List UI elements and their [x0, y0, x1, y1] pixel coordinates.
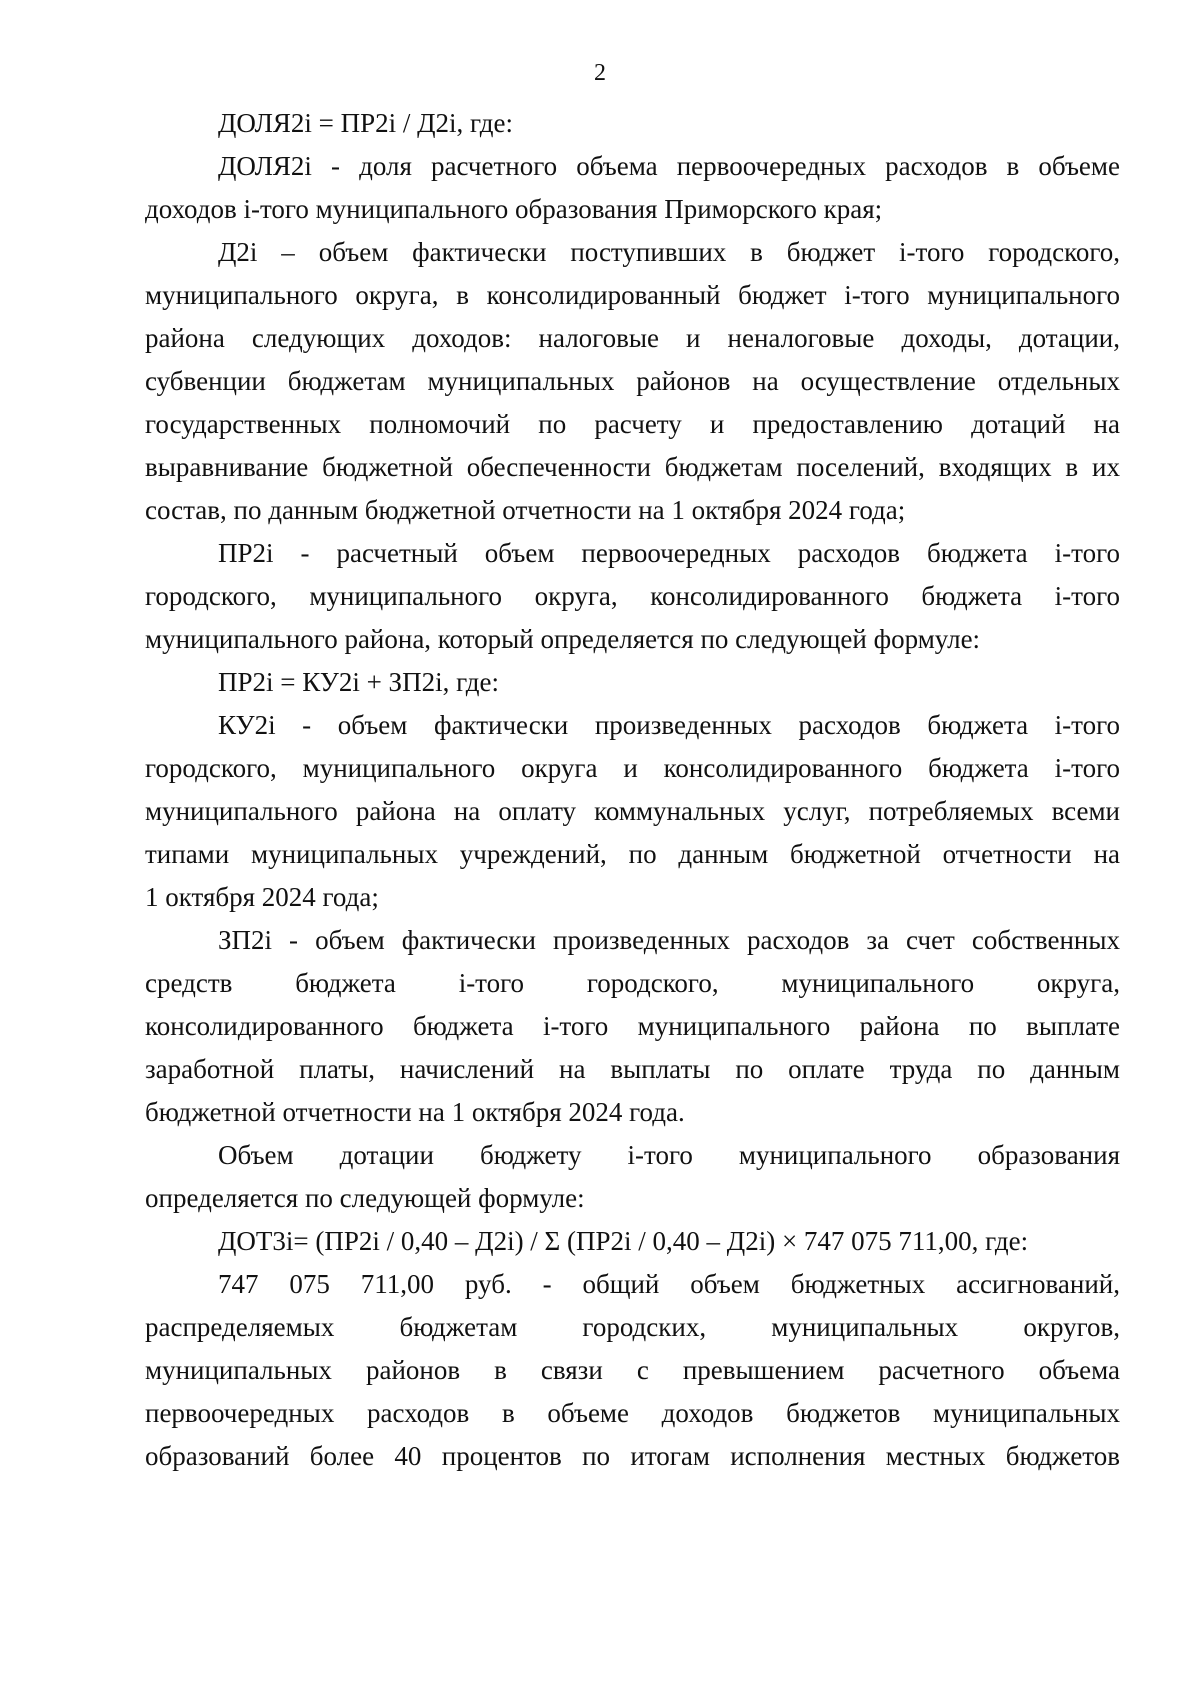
- text-line: муниципального района на оплату коммунальных услуг, потребляемых всеми: [145, 796, 1120, 826]
- text-line: образований более 40 процентов по итогам исполнения местных бюджетов: [145, 1441, 1120, 1471]
- text-line: муниципального района, который определяется по следующей формуле:: [145, 624, 981, 654]
- formula-pr2: ПР2i = КУ2i + ЗП2i, где:: [218, 667, 500, 697]
- text-line: городского, муниципального округа и консолидированного бюджета i-того: [145, 753, 1120, 783]
- text-line: ДОЛЯ2i - доля расчетного объема первоочередных расходов в объеме: [218, 151, 1120, 181]
- text-line: средств бюджета i-того городского, муниципального округа,: [145, 968, 1120, 998]
- formula-dot3: ДОТ3i= (ПР2i / 0,40 – Д2i) / Σ (ПР2i / 0,40 – Д2i) × 747 075 711,00, где:: [218, 1226, 1029, 1256]
- page-number: 2: [594, 60, 606, 86]
- text-line: определяется по следующей формуле:: [145, 1183, 585, 1213]
- text-line: государственных полномочий по расчету и предоставлению дотаций на: [145, 409, 1120, 439]
- text-line: муниципальных районов в связи с превышением расчетного объема: [145, 1355, 1120, 1385]
- text-line: консолидированного бюджета i-того муниципального района по выплате: [145, 1011, 1120, 1041]
- text-line: Объем дотации бюджету i-того муниципального образования: [218, 1140, 1120, 1170]
- text-line: Д2i – объем фактически поступивших в бюджет i-того городского,: [218, 237, 1120, 267]
- text-line: бюджетной отчетности на 1 октября 2024 года.: [145, 1097, 685, 1127]
- text-line: муниципального округа, в консолидированный бюджет i-того муниципального: [145, 280, 1120, 310]
- text-line: городского, муниципального округа, консолидированного бюджета i-того: [145, 581, 1120, 611]
- text-line: состав, по данным бюджетной отчетности на 1 октября 2024 года;: [145, 495, 906, 525]
- formula-share: ДОЛЯ2i = ПР2i / Д2i, где:: [218, 108, 514, 138]
- text-line: типами муниципальных учреждений, по данным бюджетной отчетности на: [145, 839, 1120, 869]
- text-line: КУ2i - объем фактически произведенных расходов бюджета i-того: [218, 710, 1120, 740]
- text-line: первоочередных расходов в объеме доходов бюджетов муниципальных: [145, 1398, 1120, 1428]
- text-line: распределяемых бюджетам городских, муниципальных округов,: [145, 1312, 1120, 1342]
- text-line: 1 октября 2024 года;: [145, 882, 379, 912]
- text-line: ЗП2i - объем фактически произведенных расходов за счет собственных: [218, 925, 1120, 955]
- text-line: района следующих доходов: налоговые и неналоговые доходы, дотации,: [145, 323, 1120, 353]
- text-line: субвенции бюджетам муниципальных районов на осуществление отдельных: [145, 366, 1120, 396]
- text-line: ПР2i - расчетный объем первоочередных расходов бюджета i-того: [218, 538, 1120, 568]
- text-line: заработной платы, начислений на выплаты по оплате труда по данным: [145, 1054, 1120, 1084]
- text-line: 747 075 711,00 руб. - общий объем бюджетных ассигнований,: [218, 1269, 1120, 1299]
- text-line: выравнивание бюджетной обеспеченности бюджетам поселений, входящих в их: [145, 452, 1120, 482]
- text-line: доходов i-того муниципального образования Приморского края;: [145, 194, 883, 224]
